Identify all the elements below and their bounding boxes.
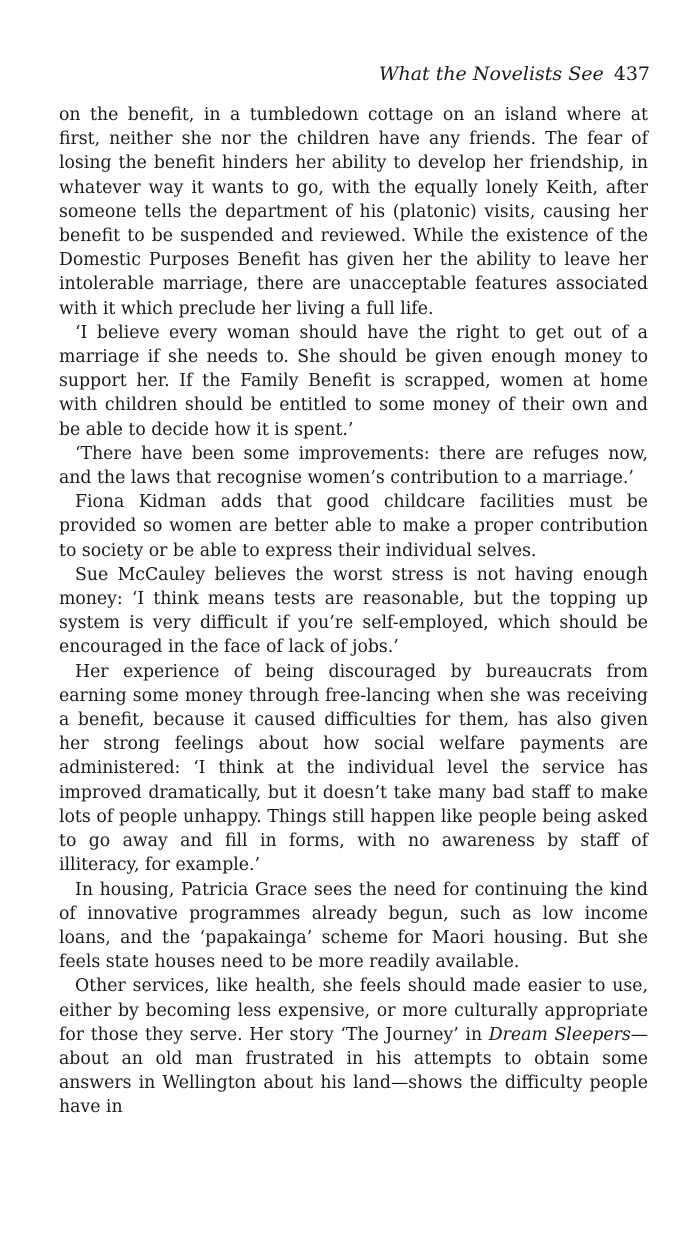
paragraph-text: ‘I believe every woman should have the right to get out of a marriage if she needs to. She should be given enough money to support her. If the Family Benefit is scrapped, women at home with children should be entitled to some money of their own and be able to decide how it is spent.’ [59, 322, 648, 440]
paragraph-8 [59, 974, 648, 1119]
paragraph-text: — about an old man frustrated in his attempts to obtain some answers in Wellington about his land—shows the difficulty people have in [59, 1024, 648, 1118]
paragraph-text: on the benefit, in a tumbledown cottage on an island where at first, neither she nor the children have any friends. The fear of losing the benefit hinders her ability to develop her friendship, in whatever way it wants to go, with the equally lonely Keith, after someone tells the department of his (platonic) visits, causing her benefit to be suspended and reviewed. While the existence of the Domestic Purposes Benefit has given her the ability to leave her intolerable marriage, there are unacceptable features associated with it which preclude her living a full life. [59, 105, 648, 319]
paragraph-6 [59, 660, 648, 878]
paragraph-text: Her experience of being discouraged by bureaucrats from earning some money through free-lancing when she was receiving a benefit, because it caused difficulties for them, has also given her strong feelings about how social welfare payments are administered: ‘I think at the individual level the service has improved dramatically, but it doesn’t take many bad staff to make lots of people unhappy. Things still happen like people being asked to go away and fill in forms, with no awareness by staff of illiteracy, for example.’ [59, 661, 648, 876]
page-number: 437 [613, 63, 650, 85]
book-title-dream-sleepers: Dream Sleepers [488, 1024, 631, 1045]
paragraph-2 [59, 321, 648, 442]
paragraph-text: ‘There have been some improvements: there are refuges now, and the laws that recognise women’s contribution to a marriage.’ [59, 443, 648, 489]
paragraph-text: In housing, Patricia Grace sees the need for continuing the kind of innovative programmes already begun, such as low income loans, and the ‘papakainga’ scheme for Maori housing. But she feels state houses need to be more readily available. [59, 879, 648, 973]
paragraph-7 [59, 878, 648, 975]
body-text [59, 103, 648, 1120]
paragraph-text: Other services, like health, she feels should made easier to use, either by becoming less expensive, or more culturally appropriate for those they serve. Her story ‘The Journey’ in [59, 976, 648, 1045]
running-head [379, 62, 650, 86]
paragraph-4 [59, 490, 648, 563]
paragraph-1 [59, 103, 648, 321]
paragraph-5 [59, 563, 648, 660]
paragraph-text: Sue McCauley believes the worst stress is not having enough money: ‘I think means tests are reasonable, but the topping up system is very difficult if you’re self-employed, which should be encouraged in the face of lack of jobs.’ [59, 564, 648, 658]
paragraph-text: Fiona Kidman adds that good childcare facilities must be provided so women are better able to make a proper contribution to society or be able to express their individual selves. [59, 492, 648, 561]
paragraph-3 [59, 442, 648, 490]
running-title: What the Novelists See [378, 63, 604, 85]
